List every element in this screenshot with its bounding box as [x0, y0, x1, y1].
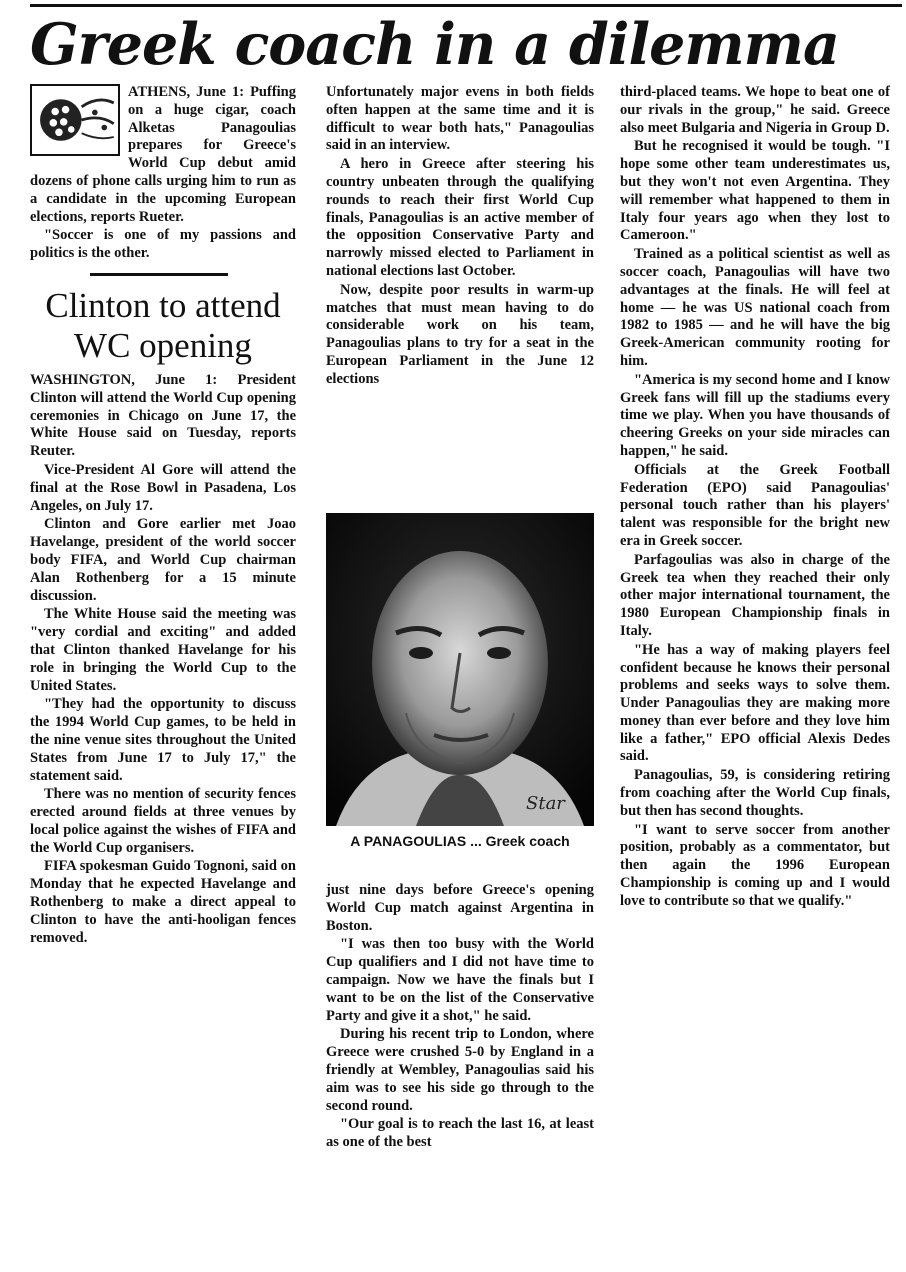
article-paragraph: "I was then too busy with the World Cup qualifiers and I did not have time to campaign. Now we have the finals but I want to be on the list of the Conservative Party and give it a shot," he said.: [326, 936, 594, 1024]
coach-portrait-photo: [326, 513, 594, 826]
article-paragraph: "America is my second home and I know Greek fans will fill up the stadiums every time we play. When you have thousands of cheering Greeks on your side miracles can happen," he said.: [620, 371, 890, 459]
side-article-paragraph: Clinton and Gore earlier met Joao Havelange, president of the world soccer body FIFA, and World Cup chairman Alan Rothenberg for a 15 minute discussion.: [30, 516, 296, 604]
article-paragraph: "Soccer is one of my passions and politics is the other.: [30, 227, 296, 262]
article-paragraph: Trained as a political scientist as well as soccer coach, Panagoulias will have two advantages at the finals. He will feel at home — he was US national coach from 1982 to 1985 — and he will have the big Greek-American community rooting for him.: [620, 246, 890, 369]
side-article-paragraph: FIFA spokesman Guido Tognoni, said on Monday that he expected Havelange and Rothenberg to make a direct appeal to Clinton to have the anti-hooligan fences removed.: [30, 858, 296, 946]
side-article-headline: Clinton to attend WC opening: [45, 285, 281, 365]
article-paragraph: "Our goal is to reach the last 16, at least as one of the best: [326, 1116, 594, 1151]
column-2-bottom: [326, 882, 594, 1153]
column-3: [620, 84, 890, 912]
article-paragraph: Panagoulias, 59, is considering retiring from coaching after the World Cup finals, but then has second thoughts.: [620, 767, 890, 819]
column-1: [30, 84, 296, 948]
article-paragraph: Officials at the Greek Football Federation (EPO) said Panagoulias' personal touch rather than his players' talent was responsible for the bright new era in Greek soccer.: [620, 461, 890, 549]
article-paragraph: Now, despite poor results in warm-up matches that must mean having to do considerable work on his team, Panagoulias plans to try for a seat in the European Parliament in the June 12 elections: [326, 281, 594, 387]
side-article-paragraph: Vice-President Al Gore will attend the final at the Rose Bowl in Pasadena, Los Angeles, on July 17.: [30, 461, 296, 514]
side-article-paragraph: The White House said the meeting was "very cordial and exciting" and added that Clinton thanked Havelange for his role in bringing the World Cup to the United States.: [30, 606, 296, 694]
article-paragraph: A hero in Greece after steering his country unbeaten through the qualifying rounds to reach their first World Cup finals, Panagoulias is an active member of the opposition Conservative Party and narrowly missed elected to Parliament in national elections last October.: [326, 156, 594, 279]
world-cup-soccer-logo-icon: [30, 84, 120, 156]
column-2-top: [326, 84, 594, 390]
article-paragraph: Parfagoulias was also in charge of the Greek tea when they reached their only other major international tournament, the 1980 European Championship finals in Italy.: [620, 551, 890, 639]
article-paragraph: But he recognised it would be tough. "I hope some other team underestimates us, but they won't not even Argentina. They will remember what happened to them in Italy four years ago when they lost to Cameroon.": [620, 138, 890, 244]
article-paragraph: Unfortunately major evens in both fields often happen at the same time and it is difficult to wear both hats," Panagoulias said in an interview.: [326, 84, 594, 154]
article-paragraph: During his recent trip to London, where Greece were crushed 5-0 by England in a friendly at Wembley, Panagoulias said his aim was to see his side go through to the second round.: [326, 1026, 594, 1114]
article-paragraph: "He has a way of making players feel confident because he knows their personal problems and seeks ways to solve them. Under Panagoulias they are making more money than ever before and they love him like a father," EPO official Alexis Dedes said.: [620, 641, 890, 765]
article-paragraph: ATHENS, June 1: Puffing on a huge cigar, coach Alketas Panagoulias prepares for Greece's World Cup debut amid dozens of phone calls urging him to run as a candidate in the upcoming European elections, reports Rueter.: [30, 84, 296, 225]
article-paragraph: "I want to serve soccer from another position, probably as a commentator, but then again the 1996 European Championship is coming up and I would love to contribute so that we qualify.": [620, 821, 890, 909]
svg-text:Star: Star: [526, 793, 565, 814]
headline: Greek coach in a dilemma: [30, 11, 839, 78]
photo-caption: A PANAGOULIAS ... Greek coach: [350, 833, 570, 849]
side-article-paragraph: There was no mention of security fences erected around fields at three venues by local police against the wishes of FIFA and the World Cup organisers.: [30, 786, 296, 856]
side-article-paragraph: "They had the opportunity to discuss the 1994 World Cup games, to be held in the nine venue sites throughout the United States from June 17 to July 17," the statement said.: [30, 696, 296, 784]
article-paragraph: third-placed teams. We hope to beat one of our rivals in the group," he said. Greece also meet Bulgaria and Nigeria in Group D.: [620, 84, 890, 136]
article-paragraph: just nine days before Greece's opening World Cup match against Argentina in Boston.: [326, 882, 594, 934]
section-divider: [90, 273, 228, 276]
top-rule: [30, 4, 902, 7]
side-article-paragraph: WASHINGTON, June 1: President Clinton will attend the World Cup opening ceremonies in Chicago on June 17, the White House said on Tuesday, reports Reuter.: [30, 371, 296, 460]
